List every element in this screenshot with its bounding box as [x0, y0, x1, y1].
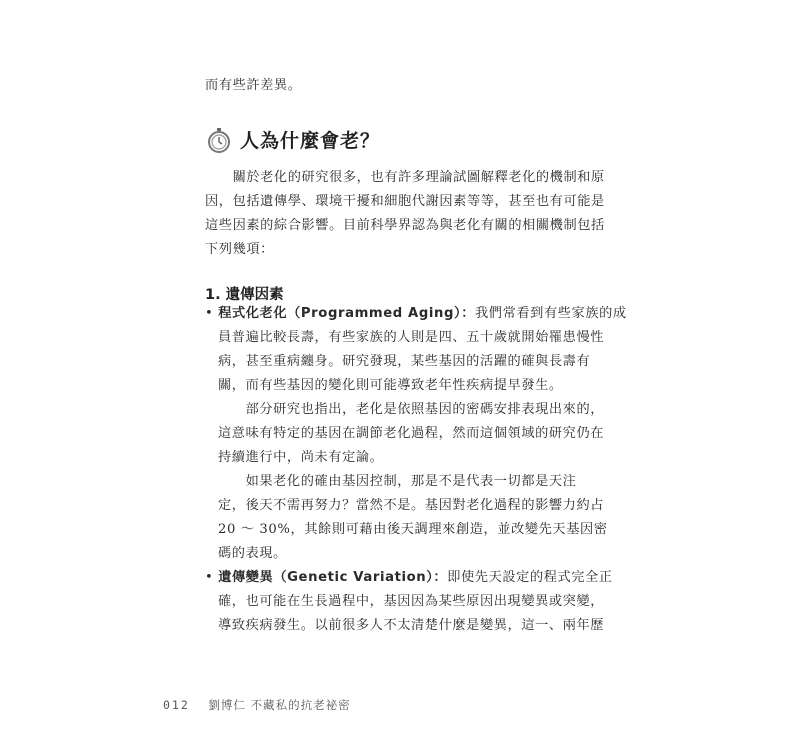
bullet-line: 這意味有特定的基因在調節老化過程，然而這個領域的研究仍在 — [218, 426, 605, 441]
bullet-line: 我們常看到有些家族的成 — [475, 306, 627, 321]
section-title: 人為什麼會老？ — [240, 130, 381, 152]
intro-line: 而有些許差異。 — [205, 78, 302, 93]
bullet-line: 碼的表現。 — [218, 546, 287, 561]
bullet-line: 確，也可能在生長過程中，基因因為某些原因出現變異或突變， — [218, 594, 605, 609]
bullet-line: 病，甚至重病纏身。研究發現，某些基因的活躍的確與長壽有 — [218, 354, 591, 369]
bullet-dot: • — [205, 570, 214, 585]
paragraph-line: 這些因素的綜合影響。目前科學界認為與老化有關的相關機制包括 — [205, 218, 605, 233]
subsection-heading — [205, 283, 284, 304]
bullet-line: 持續進行中，尚未有定論。 — [218, 450, 384, 465]
bullet-line: 20 ～ 30%，其餘則可藉由後天調理來創造，並改變先天基因密 — [218, 522, 608, 537]
page-footer — [163, 697, 351, 713]
bullet-line: 關，而有些基因的變化則可能導致老年性疾病提早發生。 — [218, 378, 563, 393]
paragraph-line: 因，包括遺傳學、環境干擾和細胞代謝因素等等，甚至也有可能是 — [205, 194, 605, 209]
bullet-item — [205, 570, 613, 586]
page-number: 012 — [163, 698, 190, 712]
bullet-term: 遺傳變異（Genetic Variation）： — [218, 570, 448, 585]
book-title: 劉博仁 不藏私的抗老祕密 — [208, 698, 351, 712]
bullet-line: 如果老化的確由基因控制，那是不是代表一切都是天注 — [218, 474, 577, 489]
bullet-line: 即使先天設定的程式完全正 — [447, 570, 613, 585]
bullet-dot: • — [205, 306, 214, 321]
subsection-title: 遺傳因素 — [225, 287, 284, 303]
bullet-line: 導致疾病發生。以前很多人不太清楚什麼是變異，這一、兩年歷 — [218, 618, 605, 633]
bullet-line: 員普遍比較長壽，有些家族的人則是四、五十歲就開始罹患慢性 — [218, 330, 605, 345]
bullet-item — [205, 306, 627, 322]
bullet-line: 定，後天不需再努力？當然不是。基因對老化過程的影響力約占 — [218, 498, 605, 513]
stopwatch-icon — [206, 127, 232, 153]
bullet-term: 程式化老化（Programmed Aging）： — [218, 306, 476, 321]
paragraph-line: 下列幾項： — [205, 242, 274, 257]
bullet-line: 部分研究也指出，老化是依照基因的密碼安排表現出來的， — [218, 402, 605, 417]
section-heading — [206, 126, 380, 153]
paragraph-line: 關於老化的研究很多，也有許多理論試圖解釋老化的機制和原 — [205, 170, 605, 185]
subsection-number: 1. — [205, 287, 221, 303]
